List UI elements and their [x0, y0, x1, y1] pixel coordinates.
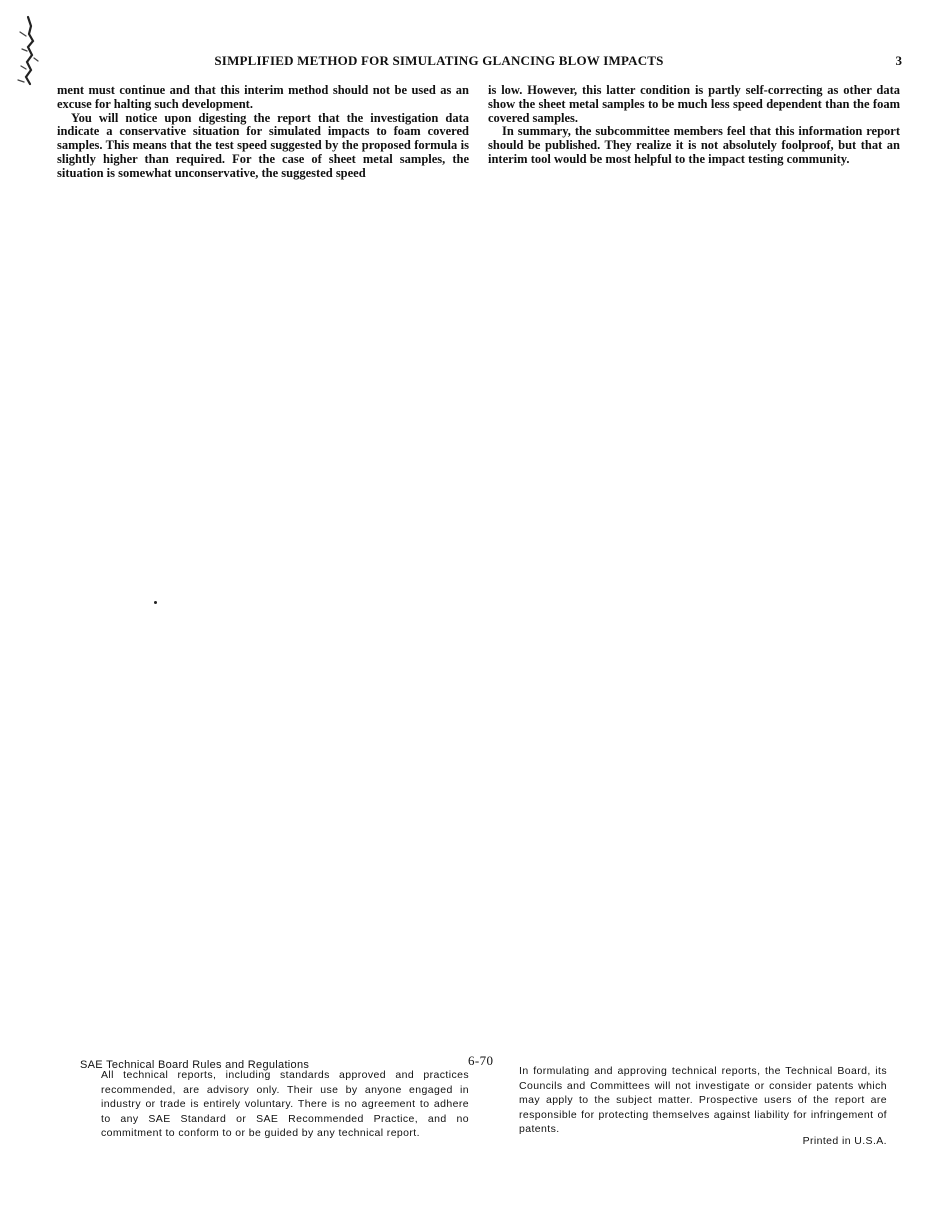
- footer-disclaimer-left: All technical reports, including standards approved and practices recommended, are advisory only. Their use by anyone engaged in industry or trade is entirely voluntary. There is no agreement to adhere to any SAE Standard or SAE Recommended Practice, and no commitment to conform to or be guided by any technical report.: [101, 1069, 469, 1140]
- paragraph: ment must continue and that this interim method should not be used as an excuse for halting such development.: [57, 83, 469, 111]
- footer-disclaimer-right: In formulating and approving technical reports, the Technical Board, its Councils and Committees will not investigate or consider patents which may apply to the subject matter. Prospective users of the report are responsible for protecting themselves against liability for infringement of patents.: [519, 1065, 887, 1136]
- paragraph: is low. However, this latter condition is partly self-correcting as other data show the sheet metal samples to be much less speed dependent than the foam covered samples.: [488, 83, 900, 125]
- page-number: 3: [895, 53, 902, 68]
- binding-clip-mark: [14, 14, 44, 86]
- body-column-left: [57, 84, 469, 181]
- printed-in-label: Printed in U.S.A.: [802, 1135, 887, 1147]
- footer-heading: SAE Technical Board Rules and Regulations: [80, 1059, 310, 1071]
- paragraph: You will notice upon digesting the report that the investigation data indicate a conservative situation for simulated impacts to foam covered samples. This means that the test speed suggested by the proposed formula is slightly higher than required. For the case of sheet metal samples, the situation is somewhat unconservative, the suggested speed: [57, 110, 469, 180]
- print-speck: [154, 601, 157, 604]
- paragraph: In summary, the subcommittee members feel that this information report should be published. They realize it is not absolutely foolproof, but that an interim tool would be most helpful to the impact testing community.: [488, 124, 900, 166]
- footer-code: 6-70: [468, 1053, 494, 1068]
- page-header-title: SIMPLIFIED METHOD FOR SIMULATING GLANCING BLOW IMPACTS: [214, 53, 664, 68]
- body-column-right: [488, 84, 900, 167]
